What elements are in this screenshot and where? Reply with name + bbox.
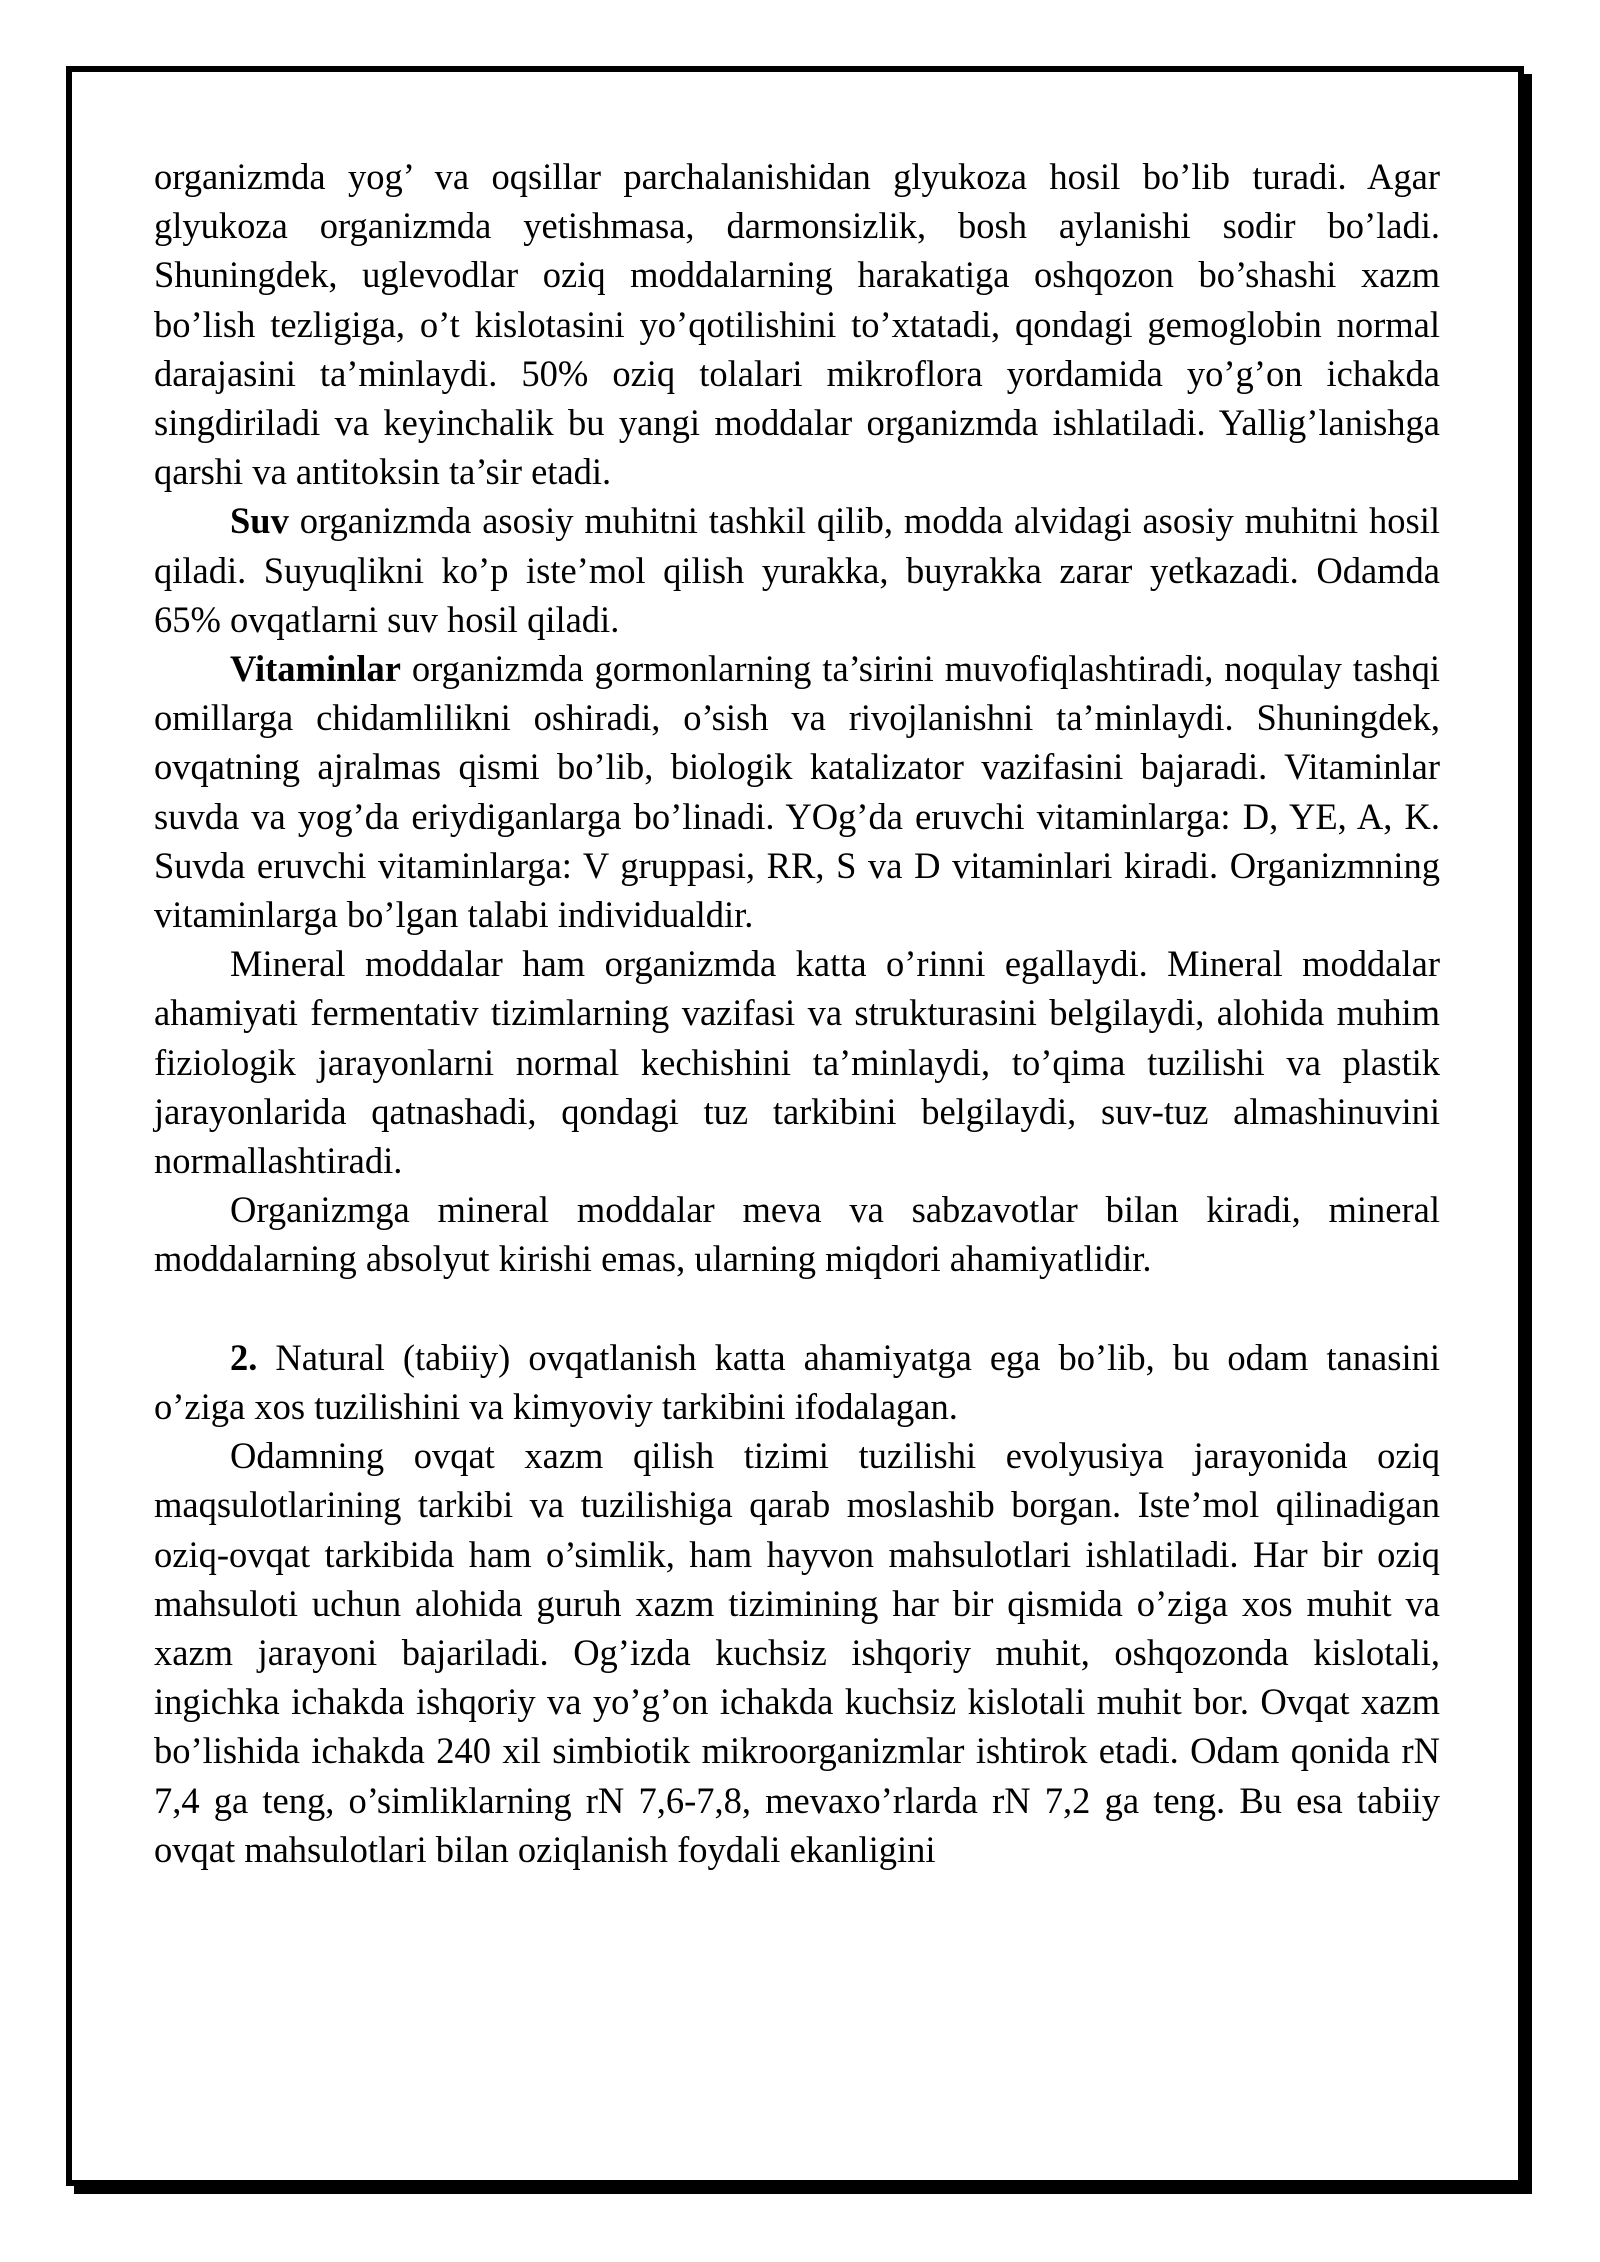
paragraph-text: organizmda gormonlarning ta’sirini muvofiqlashtiradi, noqulay tashqi omillarga chidamlilikni oshiradi, o’sish va rivojlanishni ta’minlaydi. Shuningdek, ovqatning ajralmas qismi bo’lib, biologik katalizator vazifasini bajaradi. Vitaminlar suvda va yog’da eriydiganlarga bo’linadi. YOg’da eruvchi vitaminlarga: D, YE, A, K. Suvda eruvchi vitaminlarga: V gruppasi, RR, S va D vitaminlari kiradi. Organizmning vitaminlarga bo’lgan talabi individualdir. bbox=[154, 648, 1440, 936]
paragraph-text: organizmda yog’ va oqsillar parchalanishidan glyukoza hosil bo’lib turadi. Agar glyukoza organizmda yetishmasa, darmonsizlik, bosh aylanishi sodir bo’ladi. Shuningdek, uglevodlar oziq moddalarning harakatiga oshqozon bo’shashi xazm bo’lish tezligiga, o’t kislotasini yo’qotilishini to’xtatadi, qondagi gemoglobin normal darajasini ta’minlaydi. 50% oziq tolalari mikroflora yordamida yo’g’on ichakda singdiriladi va keyinchalik bu yangi moddalar organizmda ishlatiladi. Yallig’lanishga qarshi va antitoksin ta’sir etadi. bbox=[154, 156, 1440, 493]
paragraph-mineral-intake bbox=[154, 1185, 1440, 1283]
blank-line bbox=[154, 1284, 1440, 1333]
section-number: 2. bbox=[230, 1336, 258, 1378]
term-vitamins: Vitaminlar bbox=[230, 648, 401, 690]
paragraph-minerals bbox=[154, 939, 1440, 1185]
paragraph-vitamins bbox=[154, 644, 1440, 939]
document-body bbox=[154, 152, 1440, 1874]
paragraph-carbohydrates-continued bbox=[154, 152, 1440, 496]
paragraph-water bbox=[154, 496, 1440, 644]
term-water: Suv bbox=[230, 500, 289, 542]
paragraph-text: organizmda asosiy muhitni tashkil qilib, modda alvidagi asosiy muhitni hosil qiladi. Suyuqlikni ko’p iste’mol qilish yurakka, buyrakka zarar yetkazadi. Odamda 65% ovqatlarni suv hosil qiladi. bbox=[154, 500, 1440, 640]
paragraph-digestion bbox=[154, 1431, 1440, 1874]
paragraph-section-2 bbox=[154, 1333, 1440, 1431]
paragraph-text: Odamning ovqat xazm qilish tizimi tuzilishi evolyusiya jarayonida oziq maqsulotlarining tarkibi va tuzilishiga qarab moslashib borgan. Iste’mol qilinadigan oziq-ovqat tarkibida ham o’simlik, ham hayvon mahsulotlari ishlatiladi. Har bir oziq mahsuloti uchun alohida guruh xazm tizimining har bir qismida o’ziga xos muhit va xazm jarayoni bajariladi. Og’izda kuchsiz ishqoriy muhit, oshqozonda kislotali, ingichka ichakda ishqoriy va yo’g’on ichakda kuchsiz kislotali muhit bor. Ovqat xazm bo’lishida ichakda 240 xil simbiotik mikroorganizmlar ishtirok etadi. Odam qonida rN 7,4 ga teng, o’simliklarning rN 7,6-7,8, mevaxo’rlarda rN 7,2 ga teng. Bu esa tabiiy ovqat mahsulotlari bilan oziqlanish foydali ekanligini bbox=[154, 1435, 1440, 1870]
paragraph-text: Natural (tabiiy) ovqatlanish katta ahamiyatga ega bo’lib, bu odam tanasini o’ziga xos tuzilishini va kimyoviy tarkibini ifodalagan. bbox=[154, 1336, 1440, 1428]
paragraph-text: Organizmga mineral moddalar meva va sabzavotlar bilan kiradi, mineral moddalarning absolyut kirishi emas, ularning miqdori ahamiyatlidir. bbox=[154, 1189, 1440, 1280]
paragraph-text: Mineral moddalar ham organizmda katta o’rinni egallaydi. Mineral moddalar ahamiyati fermentativ tizimlarning vazifasi va strukturasini belgilaydi, alohida muhim fiziologik jarayonlarni normal kechishini ta’minlaydi, to’qima tuzilishi va plastik jarayonlarida qatnashadi, qondagi tuz tarkibini belgilaydi, suv-tuz almashinuvini normallashtiradi. bbox=[154, 943, 1440, 1182]
